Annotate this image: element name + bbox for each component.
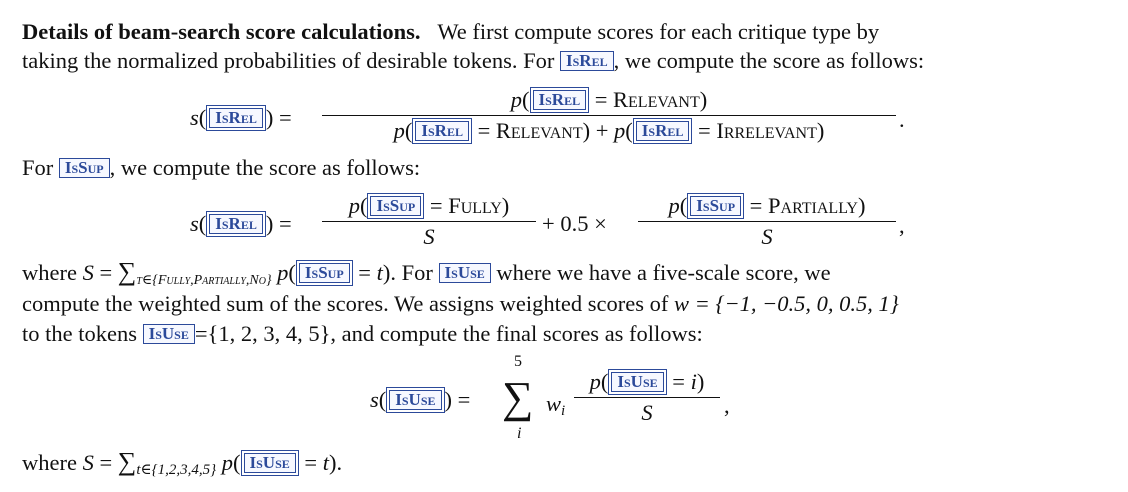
eq1-fraction-bar <box>322 115 896 116</box>
paragraph-line-1 <box>22 18 879 46</box>
eq2-fully: Fully <box>448 193 502 218</box>
intro-text-a: We first compute scores for each critique type by <box>437 19 880 44</box>
where-b-set: t∈{1,2,3,4,5} <box>136 462 217 478</box>
where-b: where <box>22 450 77 475</box>
where-a-tail: . For <box>390 260 433 285</box>
paragraph-line-4: where S = ∑t∈{Fully,Partially,No} p( IsSup = t). For IsUse where we have a five-scale score, we <box>22 257 831 288</box>
eq2-comma: , <box>899 213 905 238</box>
tokens-line-a: to the tokens <box>22 321 137 346</box>
where-a: where <box>22 260 77 285</box>
eq3-fraction <box>574 368 720 427</box>
eq2-num-issup-token-a: IsSup <box>370 196 421 216</box>
eq1-den-isrel-token-b: IsRel <box>636 121 690 141</box>
weights-set: w = {−1, −0.5, 0, 0.5, 1} <box>674 291 899 316</box>
eq2-lhs: s( IsRel ) = <box>190 211 292 236</box>
eq3-sum-lower: i <box>517 425 522 442</box>
eq2-partially: Partially <box>768 193 858 218</box>
where-a-issup-token: IsSup <box>299 263 350 283</box>
eq2-fraction-bar-a <box>322 221 536 222</box>
issup-token: IsSup <box>59 158 110 178</box>
eq1-den-relevant: Relevant <box>495 118 583 143</box>
where-a-tail2: where we have a five-scale score, we <box>496 260 831 285</box>
paragraph-line-7: where $S = \sum_{t\in\{1,2,3,4,5\}}$ p( IsUse = t). <box>22 447 343 478</box>
paragraph-line-6 <box>22 320 703 348</box>
where-b-isuse-token: IsUse <box>244 453 296 473</box>
tokens-set: ={1, 2, 3, 4, 5} <box>194 321 331 346</box>
eq1-numerator: p( IsRel = Relevant) <box>510 87 708 112</box>
eq2-denominator-b: S <box>761 224 773 249</box>
eq1-irrelevant: Irrelevant <box>716 118 817 143</box>
eq2-isrel-token: IsRel <box>209 214 263 234</box>
intro-text-c: , we compute the score as follows: <box>613 48 925 73</box>
eq1-den-isrel-token-a: IsRel <box>415 121 469 141</box>
eq3-numerator: p( IsUse = i) <box>589 369 705 394</box>
isuse-token: IsUse <box>439 263 491 283</box>
eq1-isrel-token: IsRel <box>209 108 263 128</box>
eq2-num-issup-token-b: IsSup <box>690 196 741 216</box>
eq2-fraction-bar-b <box>638 221 896 222</box>
eq3-sum-symbol: ∑ <box>502 373 534 422</box>
where-a-set: t∈{Fully,Partially,No} <box>136 273 272 288</box>
eq1-lhs: s( IsRel ) = <box>190 105 292 130</box>
eq3-lhs: s( IsUse ) = <box>370 387 471 412</box>
eq3-weight: $w_i$ <box>546 391 566 419</box>
eq2-plus-coef: + 0.5 × <box>542 211 607 236</box>
tokens-isuse-token: IsUse <box>143 324 195 344</box>
paragraph-line-3 <box>22 154 420 182</box>
paragraph-line-5 <box>22 290 899 318</box>
paragraph-line-2 <box>22 47 924 75</box>
issup-intro-tail: , we compute the score as follows: <box>109 155 421 180</box>
paragraph-heading: Details of beam-search score calculations. <box>22 19 421 44</box>
isrel-token: IsRel <box>560 51 614 71</box>
eq2-coefficient: 0.5 <box>560 211 589 236</box>
eq1-fraction <box>322 86 896 145</box>
eq2-fraction-a <box>322 192 536 251</box>
weighted-line: compute the weighted sum of the scores. We assigns weighted scores of <box>22 291 669 316</box>
eq2-numerator-b: p( IsSup = Partially) <box>668 193 866 218</box>
eq1-period: . <box>899 107 905 132</box>
eq2-fraction-b <box>638 192 896 251</box>
eq3-sum-upper: 5 <box>514 353 522 370</box>
tokens-line-b: , and compute the final scores as follows: <box>330 321 703 346</box>
eq3-denominator: S <box>641 400 653 425</box>
eq3-isuse-token: IsUse <box>389 390 441 410</box>
eq3-fraction-bar <box>574 397 720 398</box>
eq1-denominator: p( IsRel = Relevant) + p( IsRel = Irrelevant) <box>393 118 825 143</box>
for-word: For <box>22 155 54 180</box>
intro-text-b: taking the normalized probabilities of desirable tokens. For <box>22 48 555 73</box>
eq3-num-isuse-token: IsUse <box>611 372 663 392</box>
eq2-numerator-a: p( IsSup = Fully) <box>348 193 510 218</box>
eq3-comma: , <box>724 393 730 418</box>
eq1-num-isrel-token: IsRel <box>533 90 587 110</box>
eq2-denominator-a: S <box>423 224 435 249</box>
eq1-relevant: Relevant <box>613 87 700 112</box>
